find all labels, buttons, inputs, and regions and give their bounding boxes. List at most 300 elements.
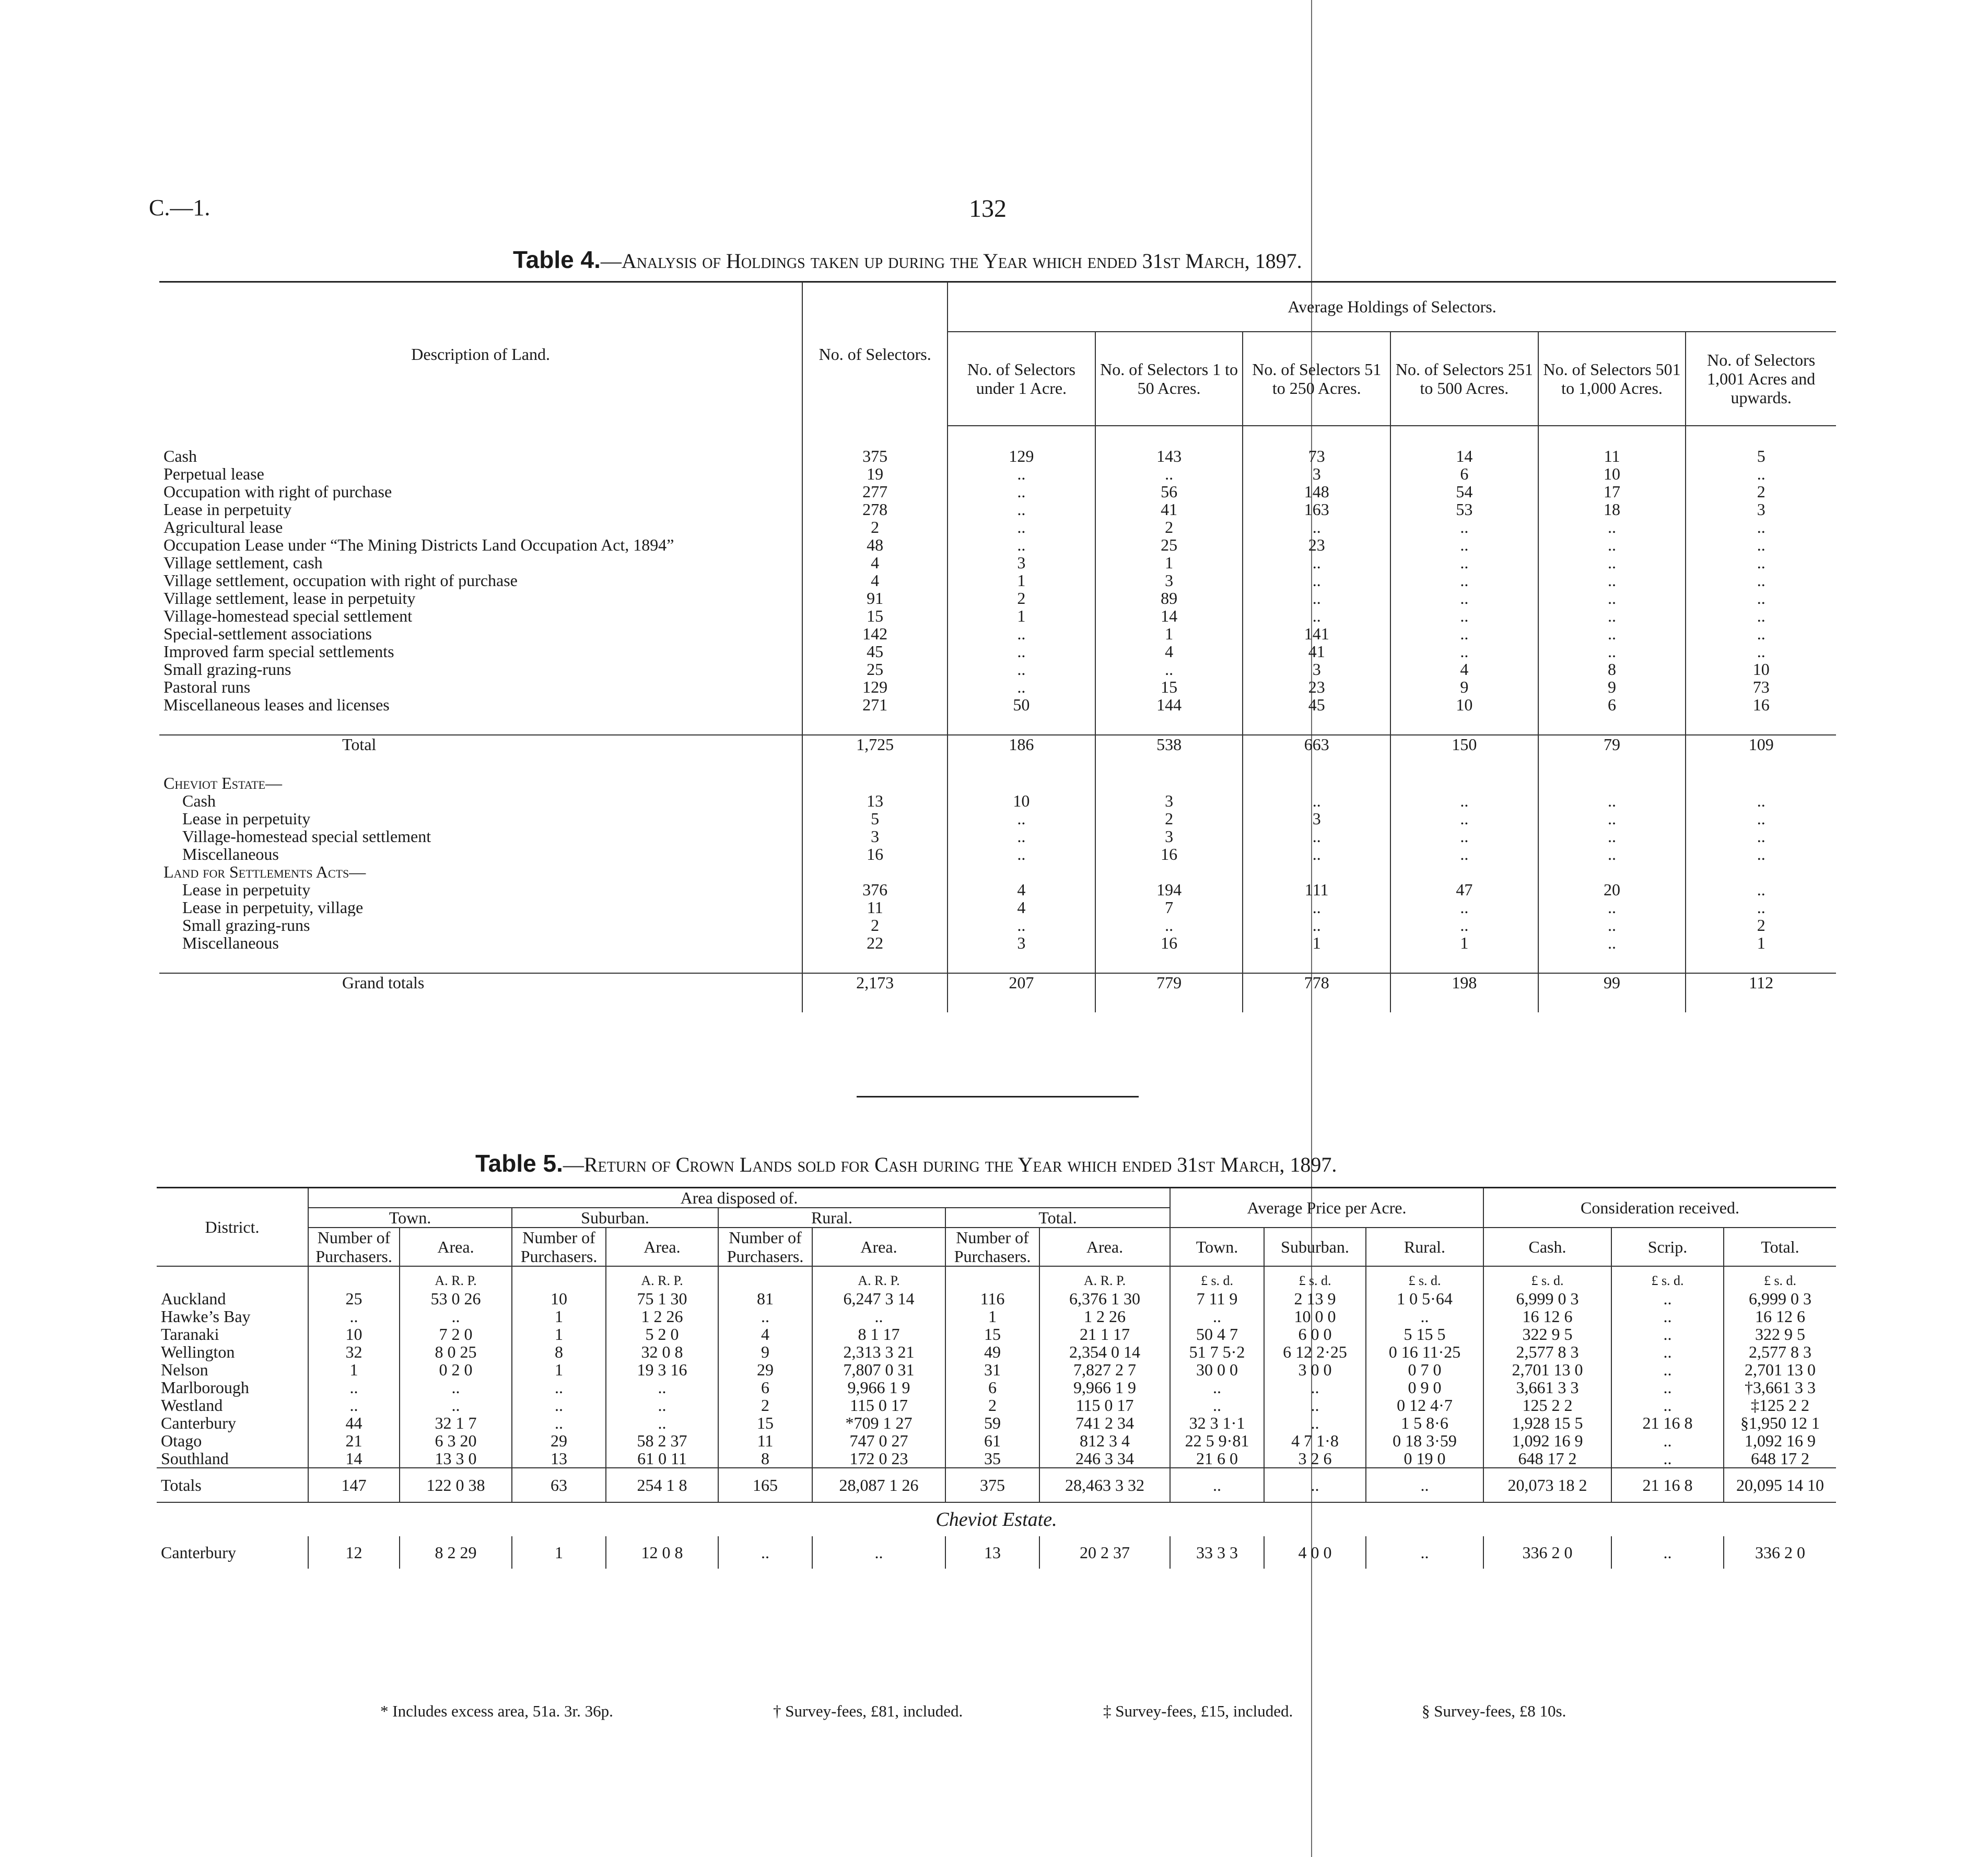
- t5-value-cell: §1,950 12 1: [1724, 1414, 1836, 1432]
- t4-row-value: 9: [1390, 678, 1538, 696]
- t4-header-col: No. of Selectors under 1 Acre.: [948, 332, 1095, 426]
- t4-row-value: 2: [1095, 810, 1243, 827]
- t4-data-row: [159, 607, 1836, 625]
- t4-row-value: 1: [948, 571, 1095, 589]
- t4-spacer: [159, 714, 1836, 735]
- t5-value-cell: 2,701 13 0: [1483, 1361, 1611, 1379]
- t5-value-cell: 49: [945, 1343, 1039, 1361]
- t5-value-cell: 1: [308, 1361, 400, 1379]
- t5-value-cell: 1 2 26: [1039, 1307, 1170, 1325]
- t4-row-value: 3: [1243, 660, 1390, 678]
- t4-row-description: Grand totals: [159, 973, 802, 991]
- t5-value-cell: †3,661 3 3: [1724, 1379, 1836, 1396]
- t5-value-cell: 336 2 0: [1724, 1536, 1836, 1569]
- t4-empty-cell: [1390, 714, 1538, 735]
- t4-row-value: ..: [1390, 571, 1538, 589]
- t4-row-value: ..: [948, 916, 1095, 934]
- t5-district-cell: Westland: [161, 1396, 223, 1415]
- t5-value-cell: 7,807 0 31: [812, 1361, 945, 1379]
- t5-value-cell: 2,577 8 3: [1483, 1343, 1611, 1361]
- t4-row-value: 2: [1686, 483, 1836, 500]
- t4-row-description: Total: [159, 735, 802, 753]
- t5-value-cell: 10: [308, 1325, 400, 1343]
- t5-district-cell: Taranaki: [161, 1325, 219, 1344]
- t4-empty-cell: [948, 753, 1095, 774]
- t4-empty-cell: [1095, 863, 1243, 881]
- t4-row-value: 1,725: [802, 735, 948, 753]
- t4-row-value: ..: [1095, 465, 1243, 483]
- t5-value-cell: ..: [1366, 1468, 1483, 1502]
- t5-district-cell: [157, 1266, 308, 1290]
- table4: [159, 282, 1836, 1012]
- t5-value-cell: £ s. d.: [1611, 1266, 1724, 1290]
- t4-row-value: 10: [1390, 696, 1538, 714]
- t5-value-cell: 6,999 0 3: [1724, 1290, 1836, 1307]
- t5-value-cell: 8 2 29: [400, 1536, 512, 1569]
- t4-spacer: [159, 952, 1836, 973]
- t4-row-value: ..: [1686, 827, 1836, 845]
- t5-value-cell: 21 16 8: [1611, 1468, 1724, 1502]
- t4-data-row: [159, 625, 1836, 643]
- t5-header-consideration: Consideration received.: [1483, 1188, 1836, 1228]
- t5-value-cell: 50 4 7: [1170, 1325, 1264, 1343]
- t5-value-cell: 6,376 1 30: [1039, 1290, 1170, 1307]
- t4-empty-cell: [1095, 753, 1243, 774]
- t4-empty-cell: [1243, 991, 1390, 1012]
- t5-value-cell: 747 0 27: [812, 1432, 945, 1450]
- t4-row-value: 2: [1095, 518, 1243, 536]
- t4-row-value: 150: [1390, 735, 1538, 753]
- t4-row-value: 50: [948, 696, 1095, 714]
- document-reference: C.—1.: [149, 195, 211, 220]
- t5-value-cell: ..: [718, 1307, 812, 1325]
- t5-value-cell: 7 2 0: [400, 1325, 512, 1343]
- t4-empty-cell: [802, 991, 948, 1012]
- t5-value-cell: 115 0 17: [1039, 1396, 1170, 1414]
- t5-value-cell: 9,966 1 9: [812, 1379, 945, 1396]
- t5-value-cell: 2 13 9: [1264, 1290, 1366, 1307]
- t5-value-cell: 116: [945, 1290, 1039, 1307]
- t4-row-value: 142: [802, 625, 948, 643]
- t4-row-value: ..: [1538, 571, 1686, 589]
- t4-header-description: Description of Land.: [411, 344, 550, 364]
- t5-header-price-rural: Rural.: [1366, 1228, 1483, 1266]
- t5-value-cell: 4 0 0: [1264, 1536, 1366, 1569]
- t4-empty-cell: [1095, 991, 1243, 1012]
- t4-data-row: [159, 678, 1836, 696]
- t4-row-value: 22: [802, 934, 948, 952]
- t4-row-value: ..: [1538, 827, 1686, 845]
- t4-row-description: Lease in perpetuity: [163, 500, 292, 518]
- t5-value-cell: 63: [512, 1468, 606, 1502]
- t4-row-value: 3: [1095, 571, 1243, 589]
- t5-value-cell: 22 5 9·81: [1170, 1432, 1264, 1450]
- t5-value-cell: 1: [512, 1536, 606, 1569]
- t5-value-cell: 0 18 3·59: [1366, 1432, 1483, 1450]
- t4-row-value: 1: [1095, 625, 1243, 643]
- t4-lfs-row: [159, 916, 1836, 934]
- t5-value-cell: ..: [1366, 1307, 1483, 1325]
- t4-row-value: 207: [948, 973, 1095, 991]
- t5-district-cell: Canterbury: [161, 1414, 236, 1432]
- t4-row-value: ..: [948, 625, 1095, 643]
- t4-empty-cell: [948, 863, 1095, 881]
- t4-empty-cell: [1390, 863, 1538, 881]
- t4-row-value: 2: [1686, 916, 1836, 934]
- t5-value-cell: £ s. d.: [1366, 1266, 1483, 1290]
- t4-cheviot-row: [159, 810, 1836, 827]
- t4-row-value: 5: [1686, 447, 1836, 465]
- t4-row-value: ..: [1390, 554, 1538, 571]
- t4-empty-cell: [1686, 991, 1836, 1012]
- table4-caption: —Analysis of Holdings taken up during the Year which ended 31st March, 1897.: [600, 249, 1302, 273]
- t4-row-description: Occupation Lease under “The Mining Districts Land Occupation Act, 1894”: [163, 536, 674, 554]
- t5-value-cell: ..: [1366, 1536, 1483, 1569]
- t4-row-value: 3: [1686, 500, 1836, 518]
- t5-value-cell: 31: [945, 1361, 1039, 1379]
- t4-cheviot-row: [159, 792, 1836, 810]
- t4-row-value: 47: [1390, 881, 1538, 898]
- t5-district-cell: Southland: [161, 1449, 229, 1468]
- t5-value-cell: 21: [308, 1432, 400, 1450]
- t4-row-value: ..: [948, 465, 1095, 483]
- t4-row-value: ..: [948, 845, 1095, 863]
- t4-empty-cell: [1095, 952, 1243, 973]
- t5-value-cell: £ s. d.: [1264, 1266, 1366, 1290]
- t4-empty-cell: [1390, 991, 1538, 1012]
- t4-cheviot-row: [159, 845, 1836, 863]
- t5-value-cell: ..: [1611, 1432, 1724, 1450]
- t5-value-cell: 59: [945, 1414, 1039, 1432]
- t4-row-description: Agricultural lease: [163, 518, 283, 536]
- t4-data-row: [159, 643, 1836, 660]
- t4-row-value: ..: [948, 518, 1095, 536]
- t4-row-value: 11: [1538, 447, 1686, 465]
- t4-row-description: Small grazing-runs: [163, 660, 291, 678]
- t4-data-row: [159, 589, 1836, 607]
- t4-row-value: 99: [1538, 973, 1686, 991]
- t5-value-cell: 16 12 6: [1483, 1307, 1611, 1325]
- t5-value-cell: 2,577 8 3: [1724, 1343, 1836, 1361]
- t4-cheviot-row: [159, 827, 1836, 845]
- t5-value-cell: 1: [512, 1307, 606, 1325]
- t5-value-cell: 336 2 0: [1483, 1536, 1611, 1569]
- t4-row-value: 17: [1538, 483, 1686, 500]
- t4-row-value: 13: [802, 792, 948, 810]
- t5-header-purchasers: Number of Purchasers.: [945, 1228, 1039, 1266]
- t4-row-value: 375: [802, 447, 948, 465]
- t5-value-cell: ..: [1611, 1325, 1724, 1343]
- t4-empty-cell: [1243, 774, 1390, 792]
- t4-row-value: ..: [1686, 465, 1836, 483]
- t5-header-cons-total: Total.: [1724, 1228, 1836, 1266]
- t4-empty-cell: [159, 753, 802, 774]
- t4-data-row: [159, 447, 1836, 465]
- t4-row-description: Lease in perpetuity: [182, 881, 311, 898]
- t5-value-cell: 12 0 8: [606, 1536, 718, 1569]
- t5-value-cell: ..: [606, 1379, 718, 1396]
- t4-row-value: 2: [802, 518, 948, 536]
- t5-value-cell: 0 2 0: [400, 1361, 512, 1379]
- t4-row-value: 3: [948, 554, 1095, 571]
- t4-row-value: 3: [1243, 465, 1390, 483]
- t4-row-value: 111: [1243, 881, 1390, 898]
- t5-value-cell: 8: [718, 1450, 812, 1468]
- t5-value-cell: 1: [512, 1325, 606, 1343]
- t5-value-cell: 32 3 1·1: [1170, 1414, 1264, 1432]
- t5-value-cell: 35: [945, 1450, 1039, 1468]
- t4-data-row: [159, 500, 1836, 518]
- t4-empty-cell: [948, 991, 1095, 1012]
- t4-row-value: 2,173: [802, 973, 948, 991]
- t5-value-cell: 1,928 15 5: [1483, 1414, 1611, 1432]
- t4-row-value: 194: [1095, 881, 1243, 898]
- t5-data-row: [157, 1450, 1836, 1468]
- t4-row-value: 4: [1095, 643, 1243, 660]
- t5-value-cell: 2: [718, 1396, 812, 1414]
- t4-row-value: ..: [948, 678, 1095, 696]
- t5-data-row: [157, 1325, 1836, 1343]
- page-number: 132: [969, 195, 1007, 223]
- t4-row-value: 1: [1686, 934, 1836, 952]
- t4-empty-cell: [159, 991, 802, 1012]
- t5-value-cell: 8: [512, 1343, 606, 1361]
- t5-header-suburban: Suburban.: [512, 1208, 718, 1228]
- t4-row-value: 186: [948, 735, 1095, 753]
- t5-value-cell: ..: [400, 1379, 512, 1396]
- t5-value-cell: 21 16 8: [1611, 1414, 1724, 1432]
- t5-value-cell: 1 0 5·64: [1366, 1290, 1483, 1307]
- t5-value-cell: 322 9 5: [1483, 1325, 1611, 1343]
- t4-lfs-row: [159, 898, 1836, 916]
- t5-value-cell: 12: [308, 1536, 400, 1569]
- t4-row-value: 779: [1095, 973, 1243, 991]
- t5-value-cell: 28,463 3 32: [1039, 1468, 1170, 1502]
- t4-row-value: ..: [1686, 643, 1836, 660]
- t4-row-description: Special-settlement associations: [163, 625, 372, 643]
- t4-lfs-heading-label: Land for Settlements Acts—: [163, 862, 366, 881]
- t4-row-value: 129: [802, 678, 948, 696]
- t4-row-value: ..: [1390, 792, 1538, 810]
- t5-value-cell: ..: [1611, 1361, 1724, 1379]
- t4-row-value: ..: [1390, 625, 1538, 643]
- t5-value-cell: 254 1 8: [606, 1468, 718, 1502]
- t5-data-row: [157, 1379, 1836, 1396]
- t5-value-cell: 10 0 0: [1264, 1307, 1366, 1325]
- t4-row-value: ..: [1390, 607, 1538, 625]
- t4-row-value: ..: [1243, 607, 1390, 625]
- t5-value-cell: 61 0 11: [606, 1450, 718, 1468]
- t4-row-value: ..: [1538, 518, 1686, 536]
- t4-row-description: Improved farm special settlements: [163, 643, 394, 660]
- t4-grand-total-row: [159, 973, 1836, 991]
- t4-row-value: ..: [1538, 916, 1686, 934]
- t4-row-value: 41: [1243, 643, 1390, 660]
- t5-value-cell: A. R. P.: [1039, 1266, 1170, 1290]
- t5-value-cell: 81: [718, 1290, 812, 1307]
- t5-value-cell: [945, 1266, 1039, 1290]
- t4-empty-cell: [1686, 774, 1836, 792]
- t5-value-cell: ..: [1611, 1290, 1724, 1307]
- t5-data-row: [157, 1361, 1836, 1379]
- t5-value-cell: 1: [512, 1361, 606, 1379]
- t4-spacer: [159, 753, 1836, 774]
- t4-empty-cell: [1390, 952, 1538, 973]
- t5-value-cell: 51 7 5·2: [1170, 1343, 1264, 1361]
- t4-data-row: [159, 571, 1836, 589]
- t4-row-description: Pastoral runs: [163, 678, 251, 696]
- t5-value-cell: 812 3 4: [1039, 1432, 1170, 1450]
- t5-value-cell: ..: [308, 1396, 400, 1414]
- t4-row-value: ..: [1243, 827, 1390, 845]
- t4-row-value: 4: [802, 571, 948, 589]
- t5-district-cell: Nelson: [161, 1360, 208, 1379]
- t4-row-value: 1: [948, 607, 1095, 625]
- t4-data-row: [159, 660, 1836, 678]
- t5-data-row: [157, 1396, 1836, 1414]
- t4-empty-cell: [948, 714, 1095, 735]
- t4-spacer: [159, 991, 1836, 1012]
- t5-header-purchasers: Number of Purchasers.: [718, 1228, 812, 1266]
- t5-value-cell: 0 16 11·25: [1366, 1343, 1483, 1361]
- t4-row-value: 16: [1686, 696, 1836, 714]
- t4-empty-cell: [1686, 863, 1836, 881]
- t4-row-value: 5: [802, 810, 948, 827]
- t4-row-value: ..: [948, 827, 1095, 845]
- t4-row-value: 6: [1538, 696, 1686, 714]
- footnote: * Includes excess area, 51a. 3r. 36p.: [380, 1702, 613, 1720]
- t4-cheviot-heading: [159, 774, 1836, 792]
- t4-row-value: 6: [1390, 465, 1538, 483]
- t5-header-area-group: Area disposed of.: [308, 1188, 1170, 1208]
- table4-label: Table 4.: [513, 246, 601, 273]
- t4-row-value: 18: [1538, 500, 1686, 518]
- t4-row-value: 23: [1243, 678, 1390, 696]
- t4-lfs-heading: [159, 863, 1836, 881]
- t4-header-col: No. of Selectors 501 to 1,000 Acres.: [1538, 332, 1686, 426]
- t5-value-cell: 15: [718, 1414, 812, 1432]
- t5-value-cell: 16 12 6: [1724, 1307, 1836, 1325]
- t4-row-value: ..: [1095, 916, 1243, 934]
- t4-row-value: 73: [1686, 678, 1836, 696]
- t4-row-description: Lease in perpetuity, village: [182, 898, 364, 916]
- t4-row-value: ..: [1538, 934, 1686, 952]
- t4-empty-cell: [948, 952, 1095, 973]
- t5-value-cell: ..: [308, 1307, 400, 1325]
- t4-empty-cell: [1686, 952, 1836, 973]
- t4-row-value: ..: [1686, 607, 1836, 625]
- t4-row-value: ..: [1538, 554, 1686, 571]
- t5-value-cell: 0 12 4·7: [1366, 1396, 1483, 1414]
- t5-value-cell: 32 0 8: [606, 1343, 718, 1361]
- t5-data-row: [157, 1414, 1836, 1432]
- t4-row-value: 109: [1686, 735, 1836, 753]
- t4-row-value: ..: [948, 500, 1095, 518]
- t4-empty-cell: [159, 952, 802, 973]
- t4-row-value: ..: [1390, 643, 1538, 660]
- t4-row-value: ..: [1538, 625, 1686, 643]
- t4-row-value: ..: [1538, 898, 1686, 916]
- t4-row-value: 4: [802, 554, 948, 571]
- t5-value-cell: 147: [308, 1468, 400, 1502]
- t4-row-value: 19: [802, 465, 948, 483]
- t5-value-cell: 6,999 0 3: [1483, 1290, 1611, 1307]
- t5-value-cell: ..: [400, 1307, 512, 1325]
- t5-value-cell: ..: [1611, 1307, 1724, 1325]
- t4-row-value: 56: [1095, 483, 1243, 500]
- t5-value-cell: ..: [1611, 1396, 1724, 1414]
- t4-row-value: ..: [1538, 810, 1686, 827]
- t5-value-cell: 33 3 3: [1170, 1536, 1264, 1569]
- t4-row-value: ..: [1686, 571, 1836, 589]
- t5-value-cell: 122 0 38: [400, 1468, 512, 1502]
- t4-row-value: 4: [948, 898, 1095, 916]
- section-divider: [857, 1096, 1139, 1097]
- t5-value-cell: 9,966 1 9: [1039, 1379, 1170, 1396]
- t5-value-cell: ..: [812, 1536, 945, 1569]
- t4-row-value: 45: [802, 643, 948, 660]
- t5-value-cell: 20,095 14 10: [1724, 1468, 1836, 1502]
- t5-value-cell: 5 15 5: [1366, 1325, 1483, 1343]
- t4-row-value: ..: [1390, 518, 1538, 536]
- t5-data-row: [157, 1290, 1836, 1307]
- t5-value-cell: 172 0 23: [812, 1450, 945, 1468]
- t5-value-cell: 7,827 2 7: [1039, 1361, 1170, 1379]
- t5-value-cell: ..: [512, 1414, 606, 1432]
- t4-empty-cell: [1243, 863, 1390, 881]
- t4-row-value: 53: [1390, 500, 1538, 518]
- t5-value-cell: ..: [1264, 1468, 1366, 1502]
- t5-value-cell: ..: [1170, 1468, 1264, 1502]
- t4-row-value: ..: [948, 536, 1095, 554]
- t4-row-value: ..: [1390, 916, 1538, 934]
- t4-row-value: 23: [1243, 536, 1390, 554]
- t5-value-cell: £ s. d.: [1483, 1266, 1611, 1290]
- t4-row-value: ..: [1538, 845, 1686, 863]
- t4-row-value: 538: [1095, 735, 1243, 753]
- t4-row-description: Cash: [163, 447, 197, 465]
- t4-row-value: ..: [1538, 607, 1686, 625]
- t4-empty-cell: [159, 714, 802, 735]
- t4-row-value: ..: [1686, 554, 1836, 571]
- t5-value-cell: 15: [945, 1325, 1039, 1343]
- t5-totals-row: [157, 1468, 1836, 1502]
- t5-district-cell: Otago: [161, 1431, 202, 1450]
- footnote: § Survey-fees, £8 10s.: [1422, 1702, 1566, 1720]
- t4-row-value: ..: [948, 810, 1095, 827]
- t4-row-value: 1: [1095, 554, 1243, 571]
- t4-lfs-row: [159, 881, 1836, 898]
- t5-header-rural: Rural.: [718, 1208, 945, 1228]
- t4-row-value: 20: [1538, 881, 1686, 898]
- t4-row-description: Miscellaneous: [182, 845, 279, 863]
- t4-row-value: 48: [802, 536, 948, 554]
- t4-row-value: 25: [802, 660, 948, 678]
- t5-value-cell: ..: [1611, 1536, 1724, 1569]
- t5-value-cell: 9: [718, 1343, 812, 1361]
- t5-value-cell: 75 1 30: [606, 1290, 718, 1307]
- t4-row-value: ..: [1538, 589, 1686, 607]
- t4-empty-cell: [1095, 714, 1243, 735]
- footnote: ‡ Survey-fees, £15, included.: [1103, 1702, 1293, 1720]
- t4-empty-cell: [1095, 774, 1243, 792]
- t5-value-cell: 6: [718, 1379, 812, 1396]
- t5-value-cell: ‡125 2 2: [1724, 1396, 1836, 1414]
- t4-row-value: 73: [1243, 447, 1390, 465]
- t4-row-value: ..: [1390, 898, 1538, 916]
- t4-row-value: ..: [1243, 589, 1390, 607]
- t4-row-value: 10: [948, 792, 1095, 810]
